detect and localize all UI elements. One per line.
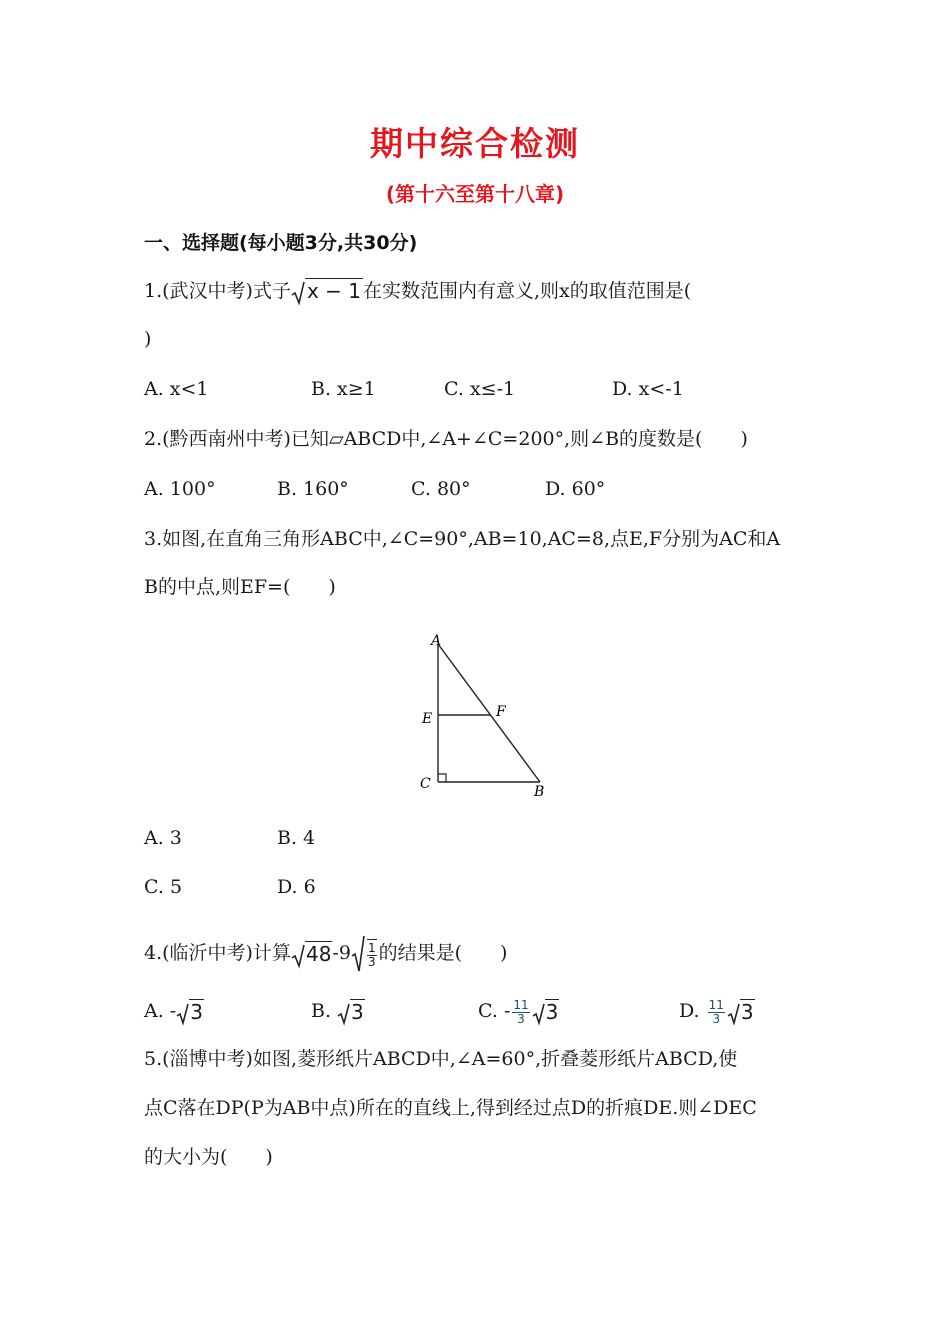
q4-radical-48: [291, 938, 332, 970]
q4-suffix: 的结果是( ): [378, 942, 508, 964]
q1-option-d: D. x<-1: [612, 378, 684, 400]
q4-option-d-label: D.: [679, 1000, 706, 1022]
triangle-diagram: [410, 628, 560, 798]
question-3-line-1: 3.如图,在直角三角形ABC中,∠C=90°,AB=10,AC=8,点E,F分别为AC和A: [144, 528, 781, 550]
question-5-line-2: 点C落在DP(P为AB中点)所在的直线上,得到经过点D的折痕DE.则∠DEC: [144, 1097, 757, 1119]
label-f: F: [496, 704, 506, 720]
question-2: 2.(黔西南州中考)已知▱ABCD中,∠A+∠C=200°,则∠B的度数是( ): [144, 428, 748, 450]
question-5-line-1: 5.(淄博中考)如图,菱形纸片ABCD中,∠A=60°,折叠菱形纸片ABCD,使: [144, 1048, 738, 1070]
q4-option-d: [679, 994, 755, 1029]
q4-c-fraction: [512, 999, 529, 1026]
q4-c-frac-den: 3: [517, 1011, 525, 1026]
q4-frac-num: 1: [367, 941, 376, 955]
q4-option-a-label: A. -: [144, 1000, 177, 1022]
q4-option-b-label: B.: [311, 1000, 338, 1022]
q3-option-b: B. 4: [277, 827, 316, 849]
section-heading: 一、选择题(每小题3分,共30分): [144, 232, 418, 254]
q4-c-radicand: 3: [545, 1000, 559, 1024]
q4-d-fraction: [708, 999, 725, 1026]
label-a: A: [431, 633, 442, 649]
question-4: [144, 934, 507, 974]
q4-d-radicand: 3: [740, 1000, 754, 1024]
right-angle-mark: [438, 774, 446, 782]
q4-option-c: [478, 994, 559, 1029]
q1-option-b: B. x≥1: [311, 378, 376, 400]
q4-b-radical: [337, 997, 365, 1027]
triangle-figure: [410, 628, 560, 802]
q1-option-c: C. x≤-1: [444, 378, 516, 400]
q4-fraction: [367, 939, 377, 969]
q4-prefix: 4.(临沂中考)计算: [144, 942, 291, 964]
q2-option-d: D. 60°: [545, 478, 606, 500]
q1-suffix: 在实数范围内有意义,则x的取值范围是(: [363, 280, 692, 302]
q4-mid: -9: [332, 942, 351, 964]
question-5-line-3: 的大小为( ): [144, 1146, 273, 1168]
q1-radicand: x − 1: [306, 279, 362, 304]
page-title: 期中综合检测: [370, 124, 580, 163]
q4-option-a: [144, 996, 204, 1027]
q4-option-b: [311, 996, 365, 1027]
q4-a-radical: [176, 997, 204, 1027]
q4-d-frac-den: 3: [712, 1011, 721, 1026]
q4-radical-fraction: [351, 934, 379, 974]
q1-prefix: 1.(武汉中考)式子: [144, 280, 291, 302]
q2-option-b: B. 160°: [277, 478, 349, 500]
q4-c-radical: [532, 995, 560, 1029]
q3-option-c: C. 5: [144, 876, 183, 898]
q4-d-frac-num: 11: [708, 997, 724, 1012]
q1-wrap: ): [144, 328, 152, 350]
label-e: E: [422, 711, 433, 727]
q3-option-d: D. 6: [277, 876, 316, 898]
q2-option-c: C. 80°: [411, 478, 471, 500]
q4-a-radicand: 3: [190, 1000, 203, 1024]
label-c: C: [420, 776, 431, 792]
q1-radical: [291, 278, 363, 306]
label-b: B: [534, 784, 545, 798]
q3-option-a: A. 3: [144, 827, 182, 849]
segment-ab: [438, 644, 540, 782]
page-subtitle: (第十六至第十八章): [385, 182, 565, 206]
q4-radicand-48: 48: [305, 942, 332, 966]
q2-option-a: A. 100°: [144, 478, 216, 500]
q4-d-radical: [727, 995, 755, 1029]
q4-c-frac-num: 11: [513, 997, 529, 1012]
q4-b-radicand: 3: [351, 1000, 364, 1024]
q4-option-c-label: C. -: [478, 1000, 511, 1022]
question-3-line-2: B的中点,则EF=( ): [144, 576, 336, 598]
question-1: [144, 278, 691, 306]
q4-frac-den: 3: [367, 955, 376, 969]
q1-option-a: A. x<1: [144, 378, 209, 400]
